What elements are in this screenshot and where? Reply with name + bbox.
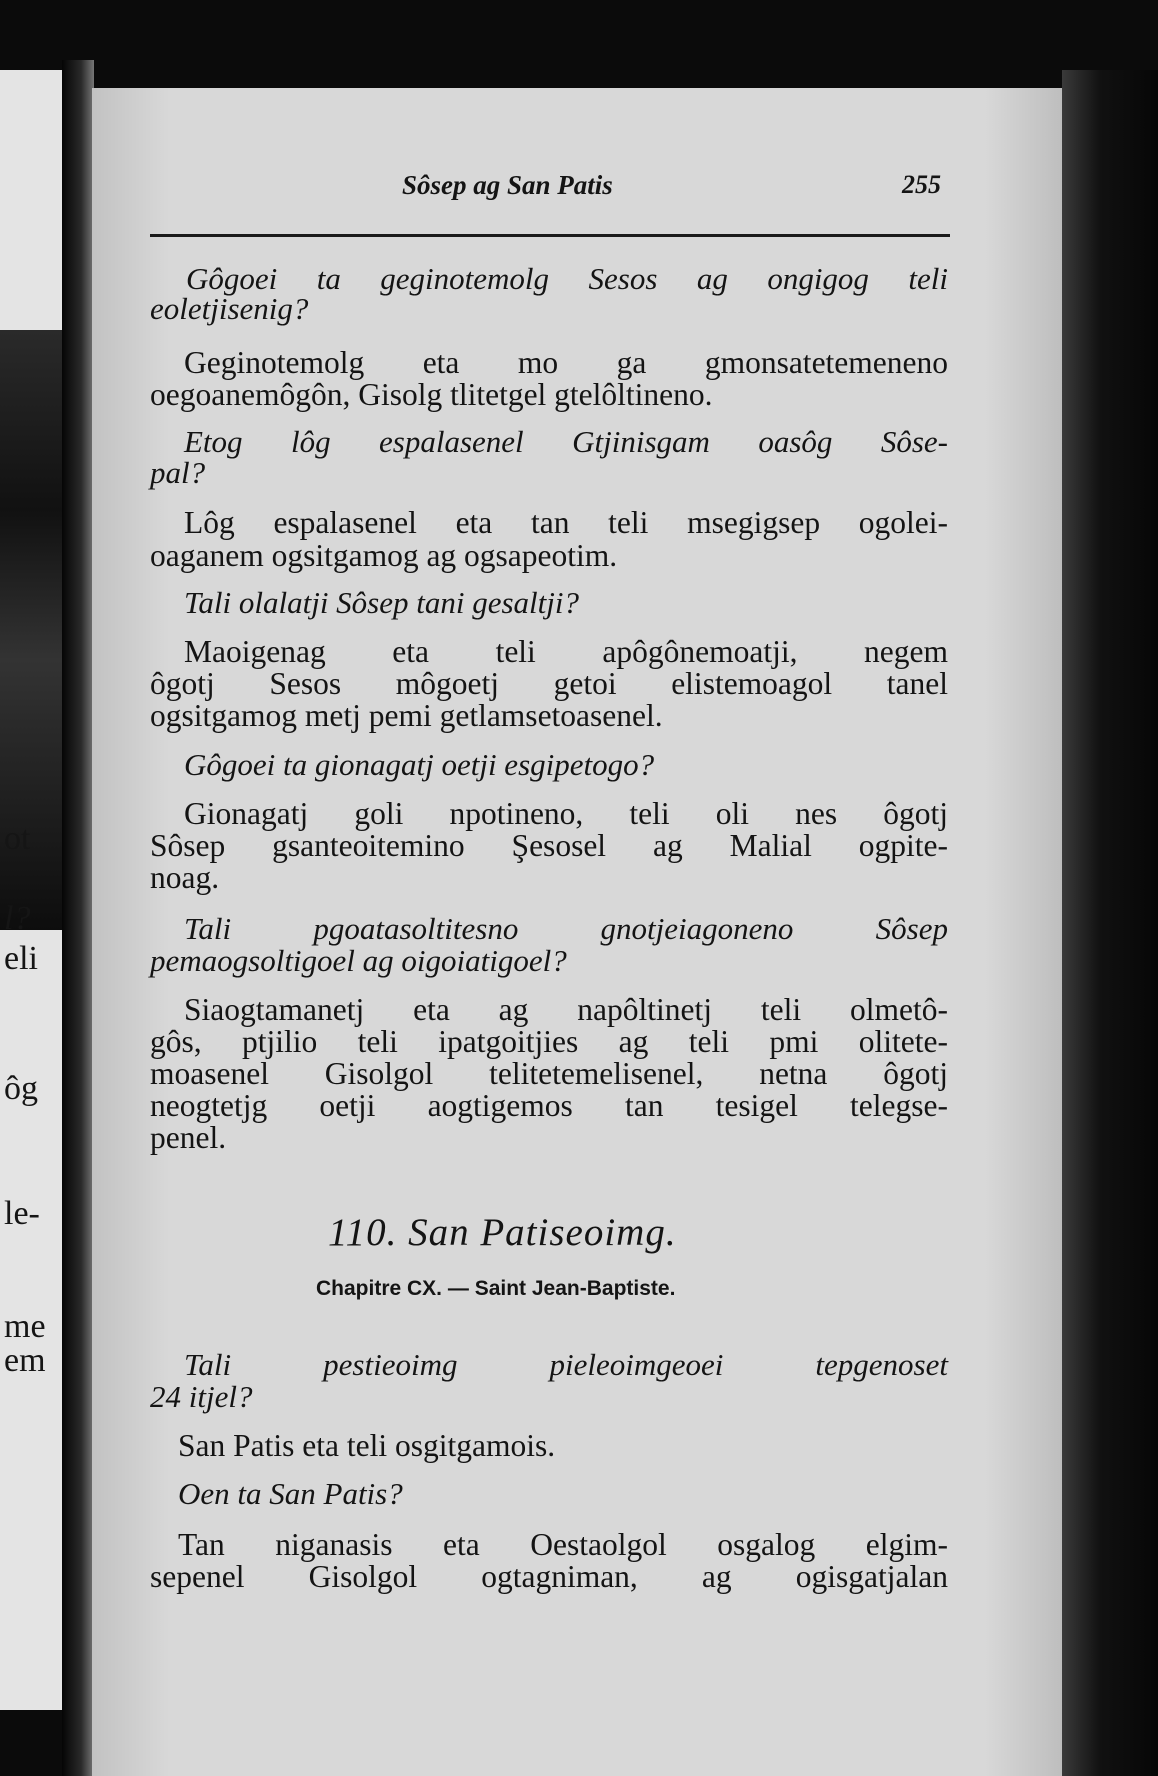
header-rule bbox=[150, 234, 950, 237]
answer-line: Maoigenag eta teli apôgônemoatji, negem bbox=[184, 634, 948, 669]
facing-page-fragment: le- bbox=[4, 1195, 40, 1232]
answer-line: Tan niganasis eta Oestaolgol osgalog elgim- bbox=[178, 1527, 948, 1562]
background-edge bbox=[1062, 70, 1158, 1776]
answer-line: sepenel Gisolgol ogtagniman, ag ogisgatjalan bbox=[150, 1559, 948, 1594]
question-line: pal? bbox=[150, 455, 206, 490]
answer-line: Lôg espalasenel eta tan teli msegigsep ogolei- bbox=[184, 505, 948, 540]
answer-line: neogtetjg oetji aogtigemos tan tesigel telegse- bbox=[150, 1088, 948, 1123]
answer-line: Gionagatj goli npotineno, teli oli nes ôgotj bbox=[184, 796, 948, 831]
page-number: 255 bbox=[902, 170, 941, 199]
chapter-name: San Patiseoimg. bbox=[408, 1211, 677, 1254]
chapter-number: 110. bbox=[328, 1211, 398, 1254]
book-gutter bbox=[62, 60, 94, 1776]
chapter-subtitle: Chapitre CX. — Saint Jean-Baptiste. bbox=[316, 1277, 676, 1300]
running-title: Sôsep ag San Patis bbox=[402, 170, 613, 200]
question-line: Tali pgoatasoltitesno gnotjeiagoneno Sôsep bbox=[184, 911, 948, 946]
answer-line: Siaogtamanetj eta ag napôltinetj teli olmetô- bbox=[184, 992, 948, 1027]
answer-line: penel. bbox=[150, 1120, 227, 1155]
question-line: Etog lôg espalasenel Gtjinisgam oasôg Sôse- bbox=[184, 424, 948, 459]
question-line: Gôgoei ta gionagatj oetji esgipetogo? bbox=[184, 747, 655, 782]
question-line: 24 itjel? bbox=[150, 1379, 253, 1414]
facing-page-fragment: l? bbox=[4, 900, 31, 937]
question-line: Oen ta San Patis? bbox=[178, 1476, 403, 1511]
answer-line: noag. bbox=[150, 860, 220, 895]
facing-page-fragment: ot bbox=[4, 820, 31, 857]
facing-page-fragment: me bbox=[4, 1308, 46, 1345]
facing-page-fragment: ôg bbox=[4, 1070, 38, 1107]
question-line: Gôgoei ta geginotemolg Sesos ag ongigog teli bbox=[186, 261, 948, 296]
question-line: Tali pestieoimg pieleoimgeoei tepgenoset bbox=[184, 1347, 948, 1382]
facing-page-fragment: em bbox=[4, 1342, 46, 1379]
answer-line: ôgotj Sesos môgoetj getoi elistemoagol tanel bbox=[150, 666, 948, 701]
question-line: Tali olalatji Sôsep tani gesaltji? bbox=[184, 585, 580, 620]
answer-line: gôs, ptjilio teli ipatgoitjies ag teli pmi olitete- bbox=[150, 1024, 948, 1059]
facing-page-edge bbox=[0, 70, 62, 1710]
answer-line: ogsitgamog metj pemi getlamsetoasenel. bbox=[150, 698, 663, 733]
chapter-title bbox=[328, 1210, 677, 1255]
answer-line: San Patis eta teli osgitgamois. bbox=[178, 1428, 556, 1463]
answer-line: moasenel Gisolgol telitetemelisenel, netna ôgotj bbox=[150, 1056, 948, 1091]
answer-line: oegoanemôgôn, Gisolg tlitetgel gtelôltineno. bbox=[150, 377, 713, 412]
answer-line: oaganem ogsitgamog ag ogsapeotim. bbox=[150, 538, 618, 573]
facing-page-fragment: eli bbox=[4, 940, 38, 977]
question-line: eoletjisenig? bbox=[150, 291, 309, 326]
answer-line: Geginotemolg eta mo ga gmonsatetemeneno bbox=[184, 345, 948, 380]
question-line: pemaogsoltigoel ag oigoiatigoel? bbox=[150, 943, 567, 978]
answer-line: Sôsep gsanteoitemino Şesosel ag Malial ogpite- bbox=[150, 828, 948, 863]
